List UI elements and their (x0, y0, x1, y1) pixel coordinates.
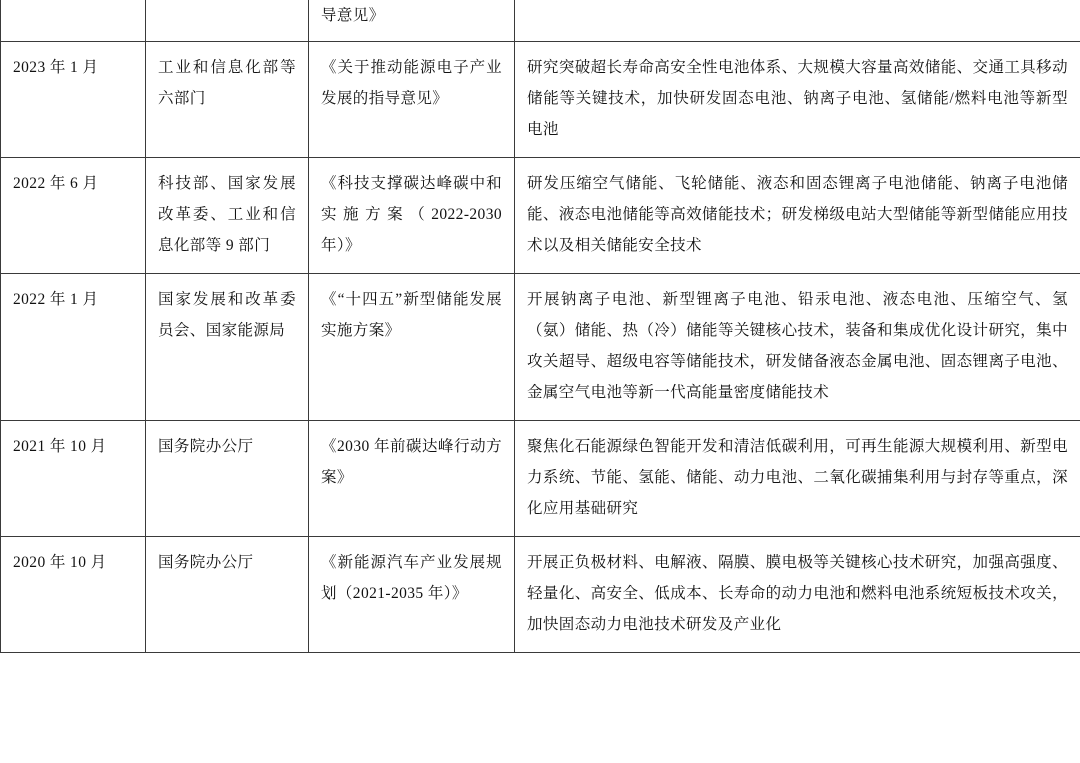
cell-doc: 《2030 年前碳达峰行动方案》 (309, 421, 515, 537)
cell-desc: 研发压缩空气储能、飞轮储能、液态和固态锂离子电池储能、钠离子电池储能、液态电池储能等高效储能技术；研发梯级电站大型储能等新型储能应用技术以及相关储能安全技术 (515, 158, 1080, 274)
table-row (1, 274, 1080, 421)
cell-org (146, 0, 309, 42)
cell-doc: 《关于推动能源电子产业发展的指导意见》 (309, 42, 515, 158)
table-row-partial (1, 0, 1080, 42)
cell-desc: 开展正负极材料、电解液、隔膜、膜电极等关键核心技术研究，加强高强度、轻量化、高安全、低成本、长寿命的动力电池和燃料电池系统短板技术攻关，加快固态动力电池技术研发及产业化 (515, 537, 1080, 653)
cell-doc: 《“十四五”新型储能发展实施方案》 (309, 274, 515, 421)
cell-date: 2023 年 1 月 (1, 42, 146, 158)
cell-doc: 《新能源汽车产业发展规划（2021-2035 年）》 (309, 537, 515, 653)
table-row (1, 421, 1080, 537)
cell-desc (515, 0, 1080, 42)
cell-date (1, 0, 146, 42)
cell-date: 2022 年 6 月 (1, 158, 146, 274)
table-row (1, 42, 1080, 158)
table-row (1, 158, 1080, 274)
cell-doc: 《科技支撑碳达峰碳中和实施方案（2022-2030 年）》 (309, 158, 515, 274)
cell-desc: 聚焦化石能源绿色智能开发和清洁低碳利用，可再生能源大规模利用、新型电力系统、节能、氢能、储能、动力电池、二氧化碳捕集利用与封存等重点，深化应用基础研究 (515, 421, 1080, 537)
cell-org: 工业和信息化部等六部门 (146, 42, 309, 158)
cell-date: 2020 年 10 月 (1, 537, 146, 653)
cell-org: 国家发展和改革委员会、国家能源局 (146, 274, 309, 421)
cell-date: 2022 年 1 月 (1, 274, 146, 421)
cell-desc: 研究突破超长寿命高安全性电池体系、大规模大容量高效储能、交通工具移动储能等关键技术，加快研发固态电池、钠离子电池、氢储能/燃料电池等新型电池 (515, 42, 1080, 158)
cell-org: 科技部、国家发展改革委、工业和信息化部等 9 部门 (146, 158, 309, 274)
cell-org: 国务院办公厅 (146, 421, 309, 537)
cell-date: 2021 年 10 月 (1, 421, 146, 537)
cell-org: 国务院办公厅 (146, 537, 309, 653)
cell-desc: 开展钠离子电池、新型锂离子电池、铅汞电池、液态电池、压缩空气、氢（氨）储能、热（冷）储能等关键核心技术，装备和集成优化设计研究，集中攻关超导、超级电容等储能技术，研发储备液态金属电池、固态锂离子电池、金属空气电池等新一代高能量密度储能技术 (515, 274, 1080, 421)
cell-doc: 导意见》 (309, 0, 515, 42)
table-row (1, 537, 1080, 653)
table-body (1, 0, 1080, 653)
